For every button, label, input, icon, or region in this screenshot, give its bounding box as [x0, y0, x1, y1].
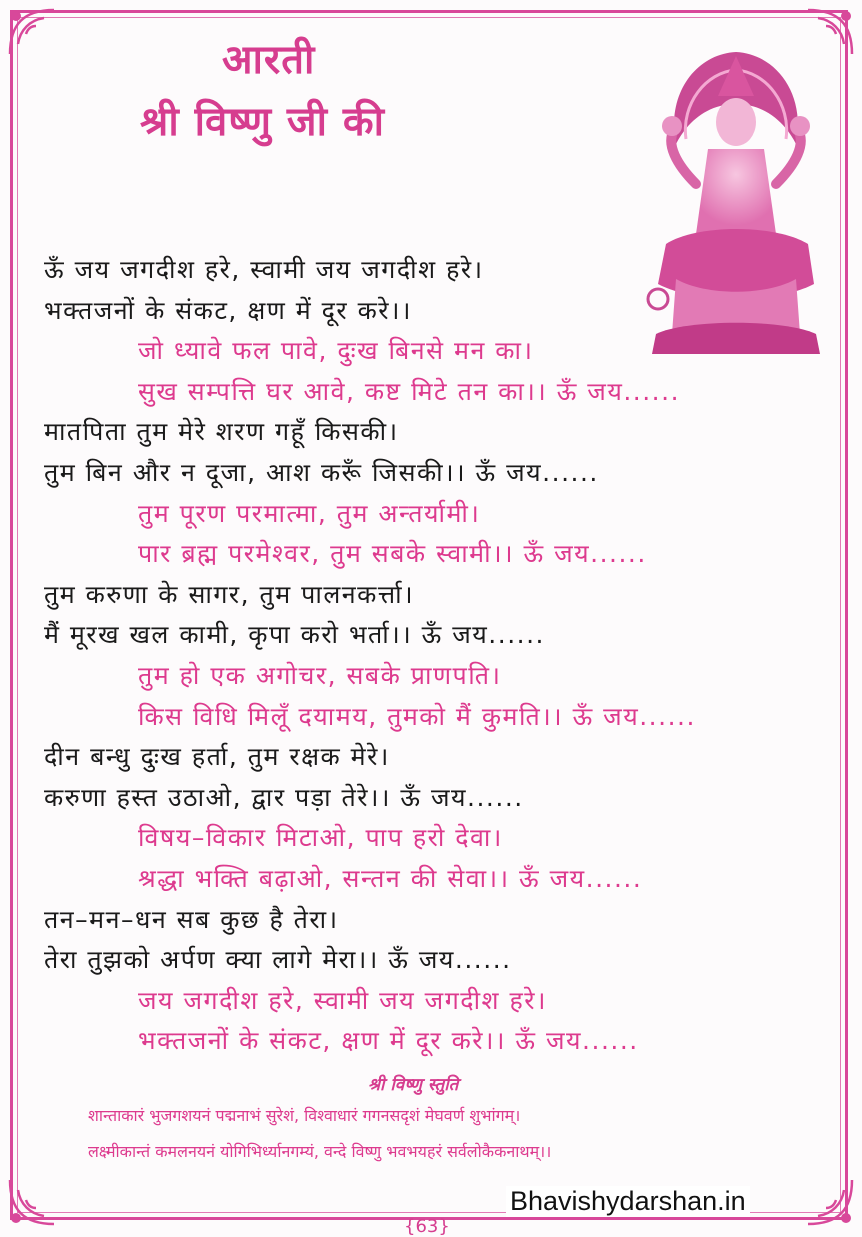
verse-line-refrain: विषय–विकार मिटाओ, पाप हरो देवा।	[138, 823, 503, 853]
corner-ornament-icon	[4, 4, 74, 74]
stuti-title: श्री विष्णु स्तुति	[368, 1075, 459, 1095]
page-subtitle: श्री विष्णु जी की	[140, 98, 385, 145]
verse-line: भक्तजनों के संकट, क्षण में दूर करे।।	[44, 295, 412, 325]
verse-line-refrain: सुख सम्पत्ति घर आवे, कष्ट मिटे तन का।। ऊँ जय......	[138, 376, 681, 406]
verse-line-refrain: तुम हो एक अगोचर, सबके प्राणपति।	[138, 661, 502, 690]
stuti-line: लक्ष्मीकान्तं कमलनयनं योगिभिर्ध्यानगम्यं, वन्दे विष्णु भवभयहरं सर्वलोकैकनाथम्।।	[88, 1142, 552, 1161]
corner-ornament-icon	[4, 1160, 74, 1230]
verse-line-refrain: पार ब्रह्म परमेश्वर, तुम सबके स्वामी।। ऊँ जय......	[138, 539, 647, 569]
verse-line: मैं मूरख खल कामी, कृपा करो भर्ता।। ऊँ जय......	[44, 620, 545, 650]
page-title: आरती	[222, 36, 316, 83]
verse-line: मातपिता तुम मेरे शरण गहूँ किसकी।	[44, 417, 399, 447]
verse-line-refrain: भक्तजनों के संकट, क्षण में दूर करे।। ऊँ जय......	[138, 1026, 639, 1056]
verse-line-refrain: किस विधि मिलूँ दयामय, तुमको मैं कुमति।। ऊँ जय......	[138, 701, 696, 731]
verse-line: तेरा तुझको अर्पण क्या लागे मेरा।। ऊँ जय......	[44, 945, 512, 975]
vishnu-image	[636, 34, 830, 364]
verse-line: तुम बिन और न दूजा, आश करूँ जिसकी।। ऊँ जय......	[44, 458, 599, 487]
verse-line: करुणा हस्त उठाओ, द्वार पड़ा तेरे।। ऊँ जय......	[44, 782, 524, 812]
page-number: {63}	[404, 1216, 450, 1237]
verse-line: ऊँ जय जगदीश हरे, स्वामी जय जगदीश हरे।	[44, 255, 484, 284]
website-watermark: Bhavishydarshan.in	[506, 1186, 750, 1217]
verse-line-refrain: जय जगदीश हरे, स्वामी जय जगदीश हरे।	[138, 985, 547, 1015]
verse-line: तन–मन–धन सब कुछ है तेरा।	[44, 904, 339, 934]
verse-line-refrain: जो ध्यावे फल पावे, दुःख बिनसे मन का।	[138, 336, 534, 366]
corner-ornament-icon	[788, 1160, 858, 1230]
verse-line: तुम करुणा के सागर, तुम पालनकर्त्ता।	[44, 579, 415, 609]
stuti-line: शान्ताकारं भुजगशयनं पद्मनाभं सुरेशं, विश्वाधारं गगनसदृशं मेघवर्ण शुभांगम्।	[88, 1106, 521, 1125]
verse-line-refrain: तुम पूरण परमात्मा, तुम अन्तर्यामी।	[138, 498, 481, 528]
verse-line: दीन बन्धु दुःख हर्ता, तुम रक्षक मेरे।	[44, 742, 390, 772]
verse-line-refrain: श्रद्धा भक्ति बढ़ाओ, सन्तन की सेवा।। ऊँ जय......	[138, 864, 643, 893]
